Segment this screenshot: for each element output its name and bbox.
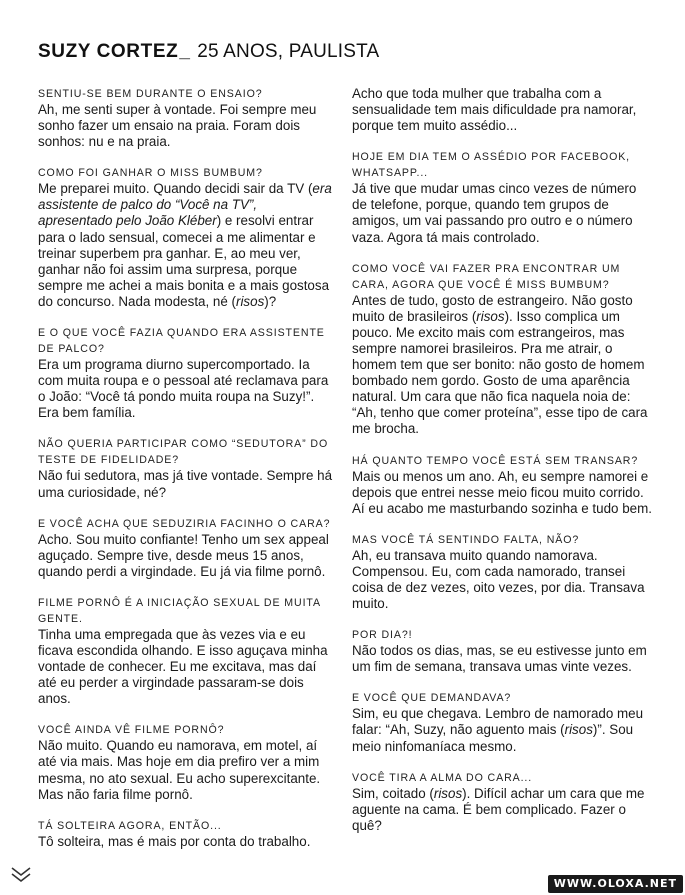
answer-text-segment: Me preparei muito. Quando decidi sair da TV ( — [38, 181, 313, 197]
interview-answer — [38, 102, 334, 150]
answer-text-segment: ). Difícil achar um cara que me aguente na cama. É bem complicado. Fazer o quê? — [352, 785, 645, 833]
qa-block — [352, 627, 652, 675]
site-watermark: WWW.OLOXA.NET — [548, 875, 683, 893]
answer-text-segment: Sim, coitado ( — [352, 785, 434, 801]
answer-text-segment: )? — [264, 293, 277, 309]
interview-answer — [352, 706, 652, 754]
qa-block — [352, 86, 652, 134]
qa-block — [352, 453, 652, 517]
qa-block — [38, 86, 334, 150]
qa-block — [352, 261, 652, 438]
interview-answer — [352, 548, 652, 612]
interview-question: HOJE EM DIA TEM O ASSÉDIO POR FACEBOOK, WHATSAPP... — [352, 151, 631, 180]
interview-question: VOCÊ AINDA VÊ FILME PORNÔ? — [38, 724, 225, 737]
left-column — [38, 86, 334, 865]
interview-question: NÃO QUERIA PARTICIPAR COMO “SEDUTORA” DO TESTE DE FIDELIDADE? — [38, 438, 329, 467]
interview-answer — [352, 86, 652, 134]
interviewee-subtitle: 25 ANOS, PAULISTA — [197, 41, 380, 62]
interview-answer — [38, 181, 334, 310]
answer-text-segment: Já tive que mudar umas cinco vezes de número de telefone, porque, quando tem grupos de amigos, um vai passando pro outro e o número vaza. Agora tá mais controlado. — [352, 181, 637, 245]
interview-question: COMO FOI GANHAR O MISS BUMBUM? — [38, 167, 263, 180]
interview-question: TÁ SOLTEIRA AGORA, ENTÃO... — [38, 819, 222, 832]
answer-italic-segment: risos — [476, 308, 505, 324]
interview-answer — [38, 738, 334, 802]
interview-answer — [38, 468, 334, 500]
interview-answer — [352, 181, 652, 245]
qa-block — [38, 722, 334, 802]
answer-text-segment: Era um programa diurno supercomportado. Ia com muita roupa e o pessoal até reclamava para o João: “Você tá pondo muita roupa na Suzy!”. Era bem família. — [38, 357, 329, 421]
interview-answer — [38, 627, 334, 707]
qa-block — [352, 770, 652, 834]
qa-block — [352, 690, 652, 754]
double-chevron-down-icon — [10, 866, 32, 884]
answer-text-segment: Sim, eu que chegava. Lembro de namorado meu falar: “Ah, Suzy, não aguento mais ( — [352, 706, 644, 738]
answer-text-segment: Não todos os dias, mas, se eu estivesse junto em um fim de semana, transava umas vinte vezes. — [352, 643, 647, 675]
answer-italic-segment: era assistente de palco do “Você na TV”, apresentado pelo João Kléber — [38, 181, 332, 229]
interview-answer — [38, 357, 334, 421]
interview-question: E VOCÊ QUE DEMANDAVA? — [352, 692, 512, 705]
answer-text-segment: Não muito. Quando eu namorava, em motel, aí até via mais. Mas hoje em dia prefiro ver a mim mesma, no ato sexual. Eu acho superexcitante. Mas não faria filme pornô. — [38, 738, 321, 802]
interview-question: E VOCÊ ACHA QUE SEDUZIRIA FACINHO O CARA? — [38, 517, 331, 530]
interview-question: FILME PORNÔ É A INICIAÇÃO SEXUAL DE MUITA GENTE. — [38, 596, 321, 625]
header-separator: _ — [179, 41, 190, 62]
interview-question: VOCÊ TIRA A ALMA DO CARA... — [352, 771, 533, 784]
answer-text-segment: Acho. Sou muito confiante! Tenho um sex appeal aguçado. Sempre tive, desde meus 15 anos, quando perdi a virgindade. Eu já via filme pornô. — [38, 531, 329, 579]
answer-text-segment: ) e resolvi entrar para o lado sensual, comecei a me alimentar e treinar superbem pra ganhar. E, ao meu ver, ganhar não foi assim uma surpresa, porque sempre me achei a mais bonita e a mais gostosa do concurso. Nada modesta, né ( — [38, 213, 330, 309]
interview-question: SENTIU-SE BEM DURANTE O ENSAIO? — [38, 88, 263, 100]
answer-text-segment: Ah, eu transava muito quando namorava. Compensou. Eu, com cada namorado, transei coisa de dez vezes, oito vezes, por dia. Transava muito. — [352, 547, 645, 612]
qa-block — [38, 325, 334, 421]
qa-block — [38, 595, 334, 707]
answer-text-segment: Tinha uma empregada que às vezes via e eu ficava escondida olhando. E isso aguçava minha vontade de conhecer. Eu me excitava, mas daí até eu perder a virgindade passaram-se dois anos. — [38, 626, 328, 707]
answer-text-segment: Mais ou menos um ano. Ah, eu sempre namorei e depois que entrei nesse meio ficou muito corrido. Aí eu acabo me masturbando sozinha e tudo bem. — [352, 468, 652, 516]
qa-block — [352, 149, 652, 245]
answer-text-segment: Tô solteira, mas é mais por conta do trabalho. — [38, 833, 311, 849]
interview-answer — [352, 643, 652, 675]
answer-text-segment: Acho que toda mulher que trabalha com a sensualidade tem mais dificuldade pra namorar, porque tem muito assédio... — [352, 86, 637, 134]
answer-text-segment: Ah, me senti super à vontade. Foi sempre meu sonho fazer um ensaio na praia. Foram dois sonhos: nu e na praia. — [38, 102, 317, 150]
interviewee-name: SUZY CORTEZ — [38, 41, 179, 62]
qa-block — [38, 436, 334, 500]
qa-block — [38, 818, 334, 850]
answer-italic-segment: risos — [236, 293, 265, 309]
interview-answer — [38, 834, 334, 850]
qa-block — [38, 516, 334, 580]
interview-question: HÁ QUANTO TEMPO VOCÊ ESTÁ SEM TRANSAR? — [352, 454, 639, 467]
interview-answer — [352, 469, 652, 517]
article-header — [38, 40, 379, 64]
interview-question: POR DIA?! — [352, 629, 413, 642]
answer-text-segment: )”. Sou meio ninfomaníaca mesmo. — [352, 722, 634, 754]
answer-italic-segment: risos — [433, 785, 463, 801]
qa-block — [38, 165, 334, 310]
qa-block — [352, 532, 652, 612]
interview-question: E O QUE VOCÊ FAZIA QUANDO ERA ASSISTENTE DE PALCO? — [38, 327, 325, 356]
answer-text-segment: Não fui sedutora, mas já tive vontade. Sempre há uma curiosidade, né? — [38, 468, 333, 500]
interview-answer — [352, 293, 652, 438]
answer-text-segment: ). Isso complica um pouco. Me excito mais com estrangeiros, mas sempre namorei brasileiros. Pra me atrair, o homem tem que ser bonito: não gosto de homem bombado nem gordo. Gosto de uma aparência natural. Um cara que não fica naquela noia de: “Ah, tenho que comer proteína”, esse tipo de cara me brocha. — [352, 308, 648, 437]
interview-answer — [352, 786, 652, 834]
answer-text-segment: Antes de tudo, gosto de estrangeiro. Não gosto muito de brasileiros ( — [352, 292, 633, 324]
answer-italic-segment: risos — [564, 722, 593, 738]
interview-question: MAS VOCÊ TÁ SENTINDO FALTA, NÃO? — [352, 533, 580, 546]
interview-answer — [38, 532, 334, 580]
interview-question: COMO VOCÊ VAI FAZER PRA ENCONTRAR UM CARA, AGORA QUE VOCÊ É MISS BUMBUM? — [352, 262, 621, 291]
right-column — [352, 86, 652, 849]
